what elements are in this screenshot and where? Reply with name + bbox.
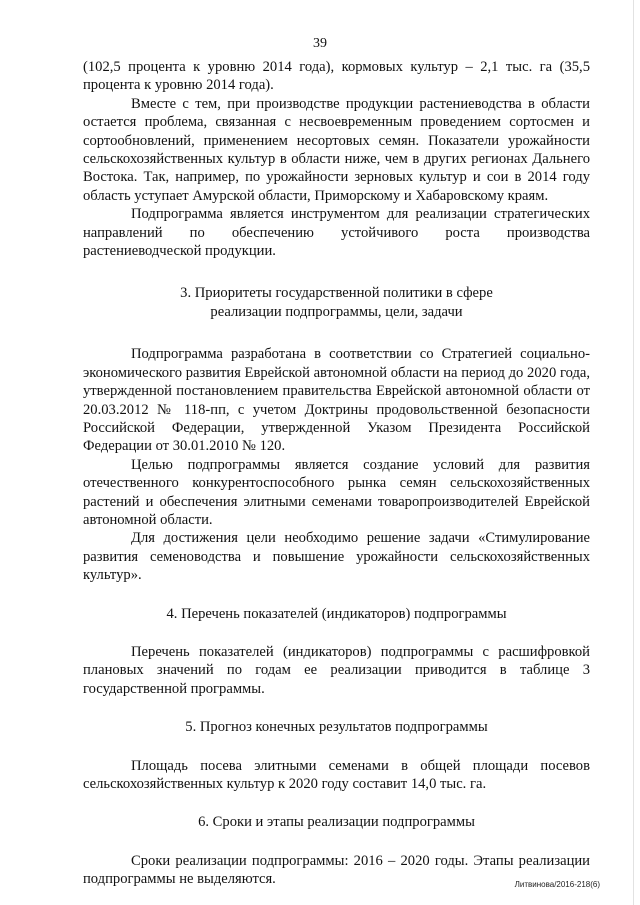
section-4-paragraph: Перечень показателей (индикаторов) подпрограммы с расшифровкой плановых значений по годам ее реализации приводится в таблице 3 государственной программы. bbox=[83, 643, 590, 697]
section-3-heading-line-1: 3. Приоритеты государственной политики в сфере bbox=[180, 285, 493, 302]
section-3-paragraph-1: Подпрограмма разработана в соответствии со Стратегией социально-экономического развития Еврейской автономной области на период до 2020 года, утвержденной постановлением правительства Еврейской автономной области от 20.03.2012 № 118-пп, с учетом Доктрины продовольственной безопасности Российской Федерации, утвержденной Указом Президента Российской Федерации от 30.01.2010 № 120. bbox=[83, 346, 590, 455]
paragraph-intro-3: Подпрограмма является инструментом для реализации стратегических направлений по обеспечению устойчивого роста производства растениеводческой продукции. bbox=[83, 206, 590, 260]
page-edge-line bbox=[633, 0, 634, 905]
section-6-paragraph: Сроки реализации подпрограммы: 2016 – 2020 годы. Этапы реализации подпрограммы не выделяются. bbox=[83, 852, 590, 888]
footer-reference: Литвинова/2016-218(6) bbox=[514, 880, 600, 889]
section-4-heading: 4. Перечень показателей (индикаторов) подпрограммы bbox=[166, 605, 507, 622]
section-3-paragraph-2: Целью подпрограммы является создание условий для развития отечественного конкурентоспособного рынка семян сельскохозяйственных растений и обеспечения элитными семенами товаропроизводителей Еврейской автономной области. bbox=[83, 456, 590, 528]
paragraph-intro-2: Вместе с тем, при производстве продукции растениеводства в области остается проблема, связанная с несвоевременным проведением сортосмен и сортообновлений, применением несортовых семян. Показатели урожайности сельскохозяйственных культур в области ниже, чем в других регионах Дальнего Востока. Так, например, по урожайности зерновых культур и сои в 2014 году область уступает Амурской области, Приморскому и Хабаровскому краям. bbox=[83, 95, 590, 204]
section-3-paragraph-3: Для достижения цели необходимо решение задачи «Стимулирование развития семеноводства и повышение урожайности сельскохозяйственных культур». bbox=[83, 530, 590, 584]
document-body bbox=[83, 58, 590, 889]
section-5-heading: 5. Прогноз конечных результатов подпрограммы bbox=[185, 719, 488, 736]
section-5-paragraph: Площадь посева элитными семенами в общей площади посевов сельскохозяйственных культур к 2020 году составит 14,0 тыс. га. bbox=[83, 757, 590, 792]
page-number: 39 bbox=[313, 36, 327, 51]
section-3-heading-line-2: реализации подпрограммы, цели, задачи bbox=[210, 303, 463, 320]
section-6-heading: 6. Сроки и этапы реализации подпрограммы bbox=[198, 814, 475, 831]
paragraph-intro-1: (102,5 процента к уровню 2014 года), кормовых культур – 2,1 тыс. га (35,5 процента к уровню 2014 года). bbox=[83, 59, 590, 94]
